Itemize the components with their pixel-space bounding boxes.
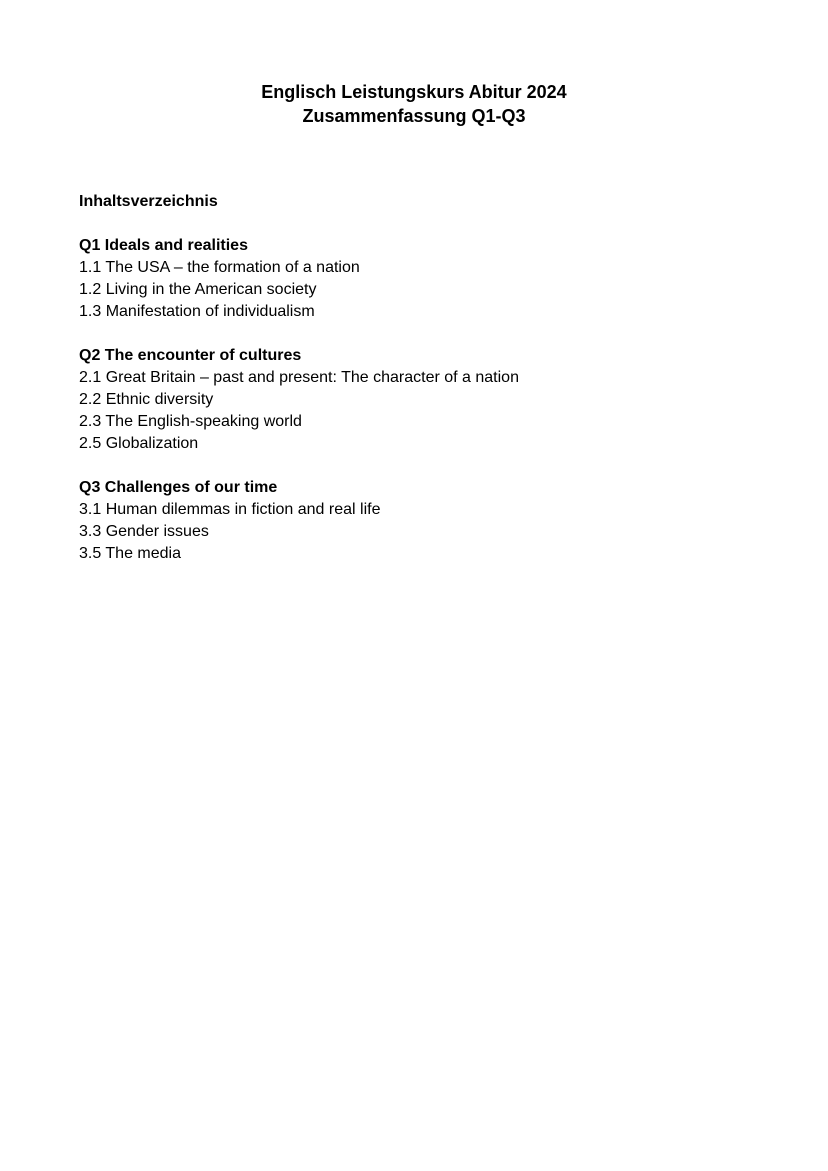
list-item: 2.1 Great Britain – past and present: The character of a nation [79, 369, 519, 386]
list-item: 3.3 Gender issues [79, 523, 209, 540]
list-item: 3.1 Human dilemmas in fiction and real life [79, 501, 381, 518]
document-subtitle: Zusammenfassung Q1-Q3 [302, 106, 526, 126]
section-title: Q1 Ideals and realities [79, 237, 248, 254]
list-item: 2.2 Ethnic diversity [79, 391, 214, 408]
section-title: Q2 The encounter of cultures [79, 347, 302, 364]
list-item: 1.1 The USA – the formation of a nation [79, 259, 360, 276]
toc-section-q3 [79, 477, 779, 565]
toc-section-q2 [79, 345, 779, 455]
toc-section-q1 [79, 235, 779, 323]
title-block [0, 80, 828, 128]
list-item: 2.5 Globalization [79, 435, 199, 452]
toc-heading: Inhaltsverzeichnis [79, 193, 218, 210]
table-of-contents [79, 191, 779, 587]
list-item: 1.2 Living in the American society [79, 281, 317, 298]
list-item: 1.3 Manifestation of individualism [79, 303, 315, 320]
section-title: Q3 Challenges of our time [79, 479, 278, 496]
list-item: 2.3 The English-speaking world [79, 413, 302, 430]
document-title: Englisch Leistungskurs Abitur 2024 [261, 82, 567, 102]
list-item: 3.5 The media [79, 545, 181, 562]
